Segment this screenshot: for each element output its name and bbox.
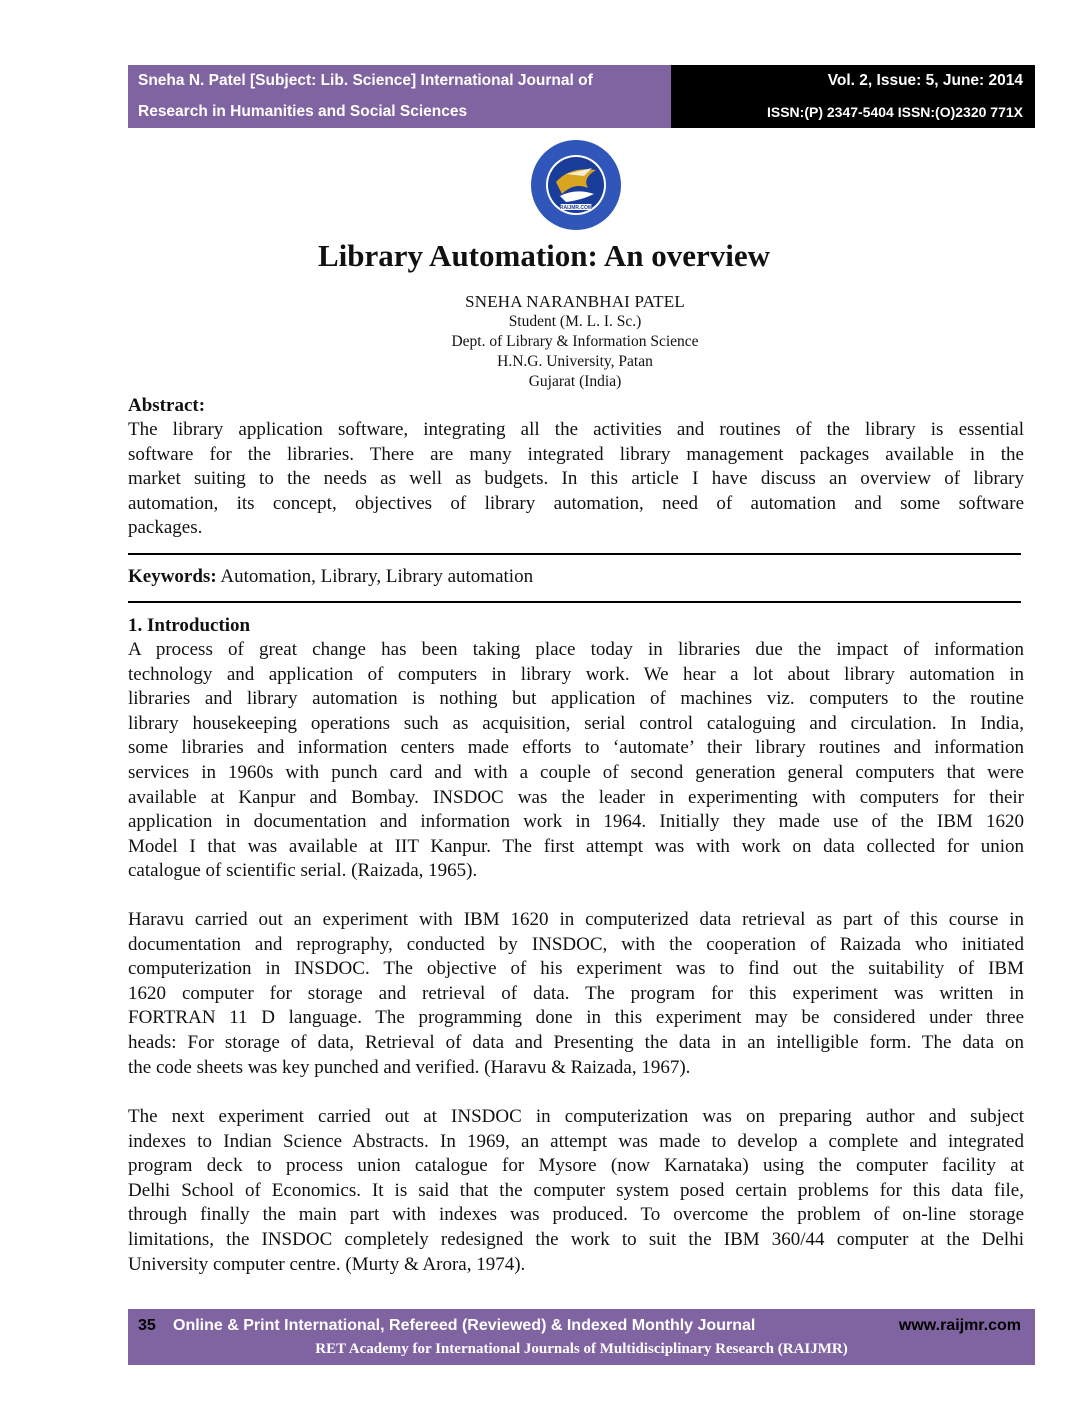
paragraph-line: the code sheets was key punched and verified. (Haravu & Raizada, 1967).	[128, 1056, 691, 1078]
paragraph-line: technology and application of computers in library work. We hear a lot about library automation in	[128, 663, 1024, 685]
paragraph-line: Haravu carried out an experiment with IBM 1620 in computerized data retrieval as part of this course in	[128, 909, 1024, 930]
abstract-line: market suiting to the needs as well as budgets. In this article I have discuss an overview of library	[128, 468, 1024, 490]
keywords-label: Keywords:	[128, 566, 217, 587]
paragraph-line: libraries and library automation is nothing but application of machines viz. computers to the routine	[128, 688, 1024, 710]
page-number: 35	[138, 1317, 156, 1334]
header-issn: ISSN:(P) 2347-5404 ISSN:(O)2320 771X	[766, 104, 1023, 120]
intro-paragraph-2	[128, 908, 1024, 1080]
keywords	[128, 566, 533, 588]
author-name: SNEHA NARANBHAI PATEL	[465, 292, 685, 311]
introduction-heading: 1. Introduction	[128, 615, 251, 636]
raijmr-seal-icon	[522, 138, 630, 232]
footer-publisher: RET Academy for International Journals of Multidisciplinary Research (RAIJMR)	[315, 1341, 848, 1357]
author-university: H.N.G. University, Patan	[497, 353, 653, 370]
abstract-line: software for the libraries. There are many integrated library management packages available in the	[128, 443, 1024, 465]
author-department: Dept. of Library & Information Science	[451, 333, 699, 350]
footer-url-link[interactable]: www.raijmr.com	[898, 1317, 1021, 1334]
paragraph-line: application in documentation and information work in 1964. Initially they made use of the IBM 1620	[128, 811, 1024, 833]
keywords-value: Automation, Library, Library automation	[220, 566, 534, 587]
abstract-line: packages.	[128, 517, 203, 539]
paragraph-line: 1620 computer for storage and retrieval of data. The program for this experiment was written in	[128, 982, 1024, 1004]
paragraph-line: program deck to process union catalogue for Mysore (now Karnataka) using the computer facility at	[128, 1155, 1024, 1177]
paragraph-line: library housekeeping operations such as acquisition, serial control cataloguing and circulation. In India,	[128, 712, 1024, 734]
journal-header	[128, 65, 1035, 128]
intro-paragraph-1	[128, 638, 1024, 884]
divider-top	[128, 553, 1021, 555]
paragraph-line: indexes to Indian Science Abstracts. In 1969, an attempt was made to develop a complete and integrated	[128, 1130, 1024, 1152]
paragraph-line: A process of great change has been taking place today in libraries due the impact of information	[128, 639, 1024, 660]
author-role: Student (M. L. I. Sc.)	[508, 313, 642, 330]
paragraph-line: available at Kanpur and Bombay. INSDOC was the leader in experimenting with computers for their	[128, 786, 1024, 808]
header-author-subject: Sneha N. Patel [Subject: Lib. Science] International Journal of	[138, 72, 593, 89]
paper-title: Library Automation: An overview	[317, 238, 771, 273]
paragraph-line: services in 1960s with punch card and with a couple of second generation general computers that were	[128, 761, 1024, 783]
paragraph-line: Delhi School of Economics. It is said that the computer system posed certain problems for this data file,	[128, 1179, 1024, 1201]
footer-tagline: Online & Print International, Refereed (Reviewed) & Indexed Monthly Journal	[173, 1317, 756, 1334]
paragraph-line: University computer centre. (Murty & Arora, 1974).	[128, 1253, 526, 1275]
author-location: Gujarat (India)	[528, 373, 622, 390]
paragraph-line: through finally the main part with indexes was produced. To overcome the problem of on-line storage	[128, 1204, 1024, 1226]
header-left-band	[128, 65, 671, 128]
paragraph-line: catalogue of scientific serial. (Raizada, 1965).	[128, 860, 478, 882]
paragraph-line: documentation and reprography, conducted by INSDOC, with the cooperation of Raizada who initiated	[128, 933, 1024, 955]
svg-text:RAIJMR.COM: RAIJMR.COM	[559, 205, 593, 211]
abstract-heading: Abstract:	[128, 395, 206, 416]
header-journal-name: Research in Humanities and Social Sciences	[138, 103, 468, 120]
paragraph-line: computerization in INSDOC. The objective of his experiment was to find out the suitability of IBM	[128, 958, 1024, 980]
paragraph-line: The next experiment carried out at INSDOC in computerization was on preparing author and subject	[128, 1106, 1024, 1127]
header-right-band	[671, 65, 1035, 128]
paragraph-line: heads: For storage of data, Retrieval of data and Presenting the data in an intelligible form. The data on	[128, 1031, 1024, 1053]
abstract-line: automation, its concept, objectives of library automation, need of automation and some software	[128, 492, 1024, 514]
abstract-line: The library application software, integrating all the activities and routines of the library is essential	[128, 419, 1024, 440]
divider-bottom	[128, 601, 1021, 603]
raijmr-logo	[522, 138, 630, 232]
paragraph-line: limitations, the INSDOC completely redesigned the work to suit the IBM 360/44 computer at the Delhi	[128, 1228, 1024, 1250]
paragraph-line: FORTRAN 11 D language. The programming done in this experiment may be considered under three	[128, 1007, 1024, 1029]
paragraph-line: Model I that was available at IIT Kanpur. The first attempt was with work on data collected for union	[128, 835, 1024, 857]
journal-footer	[128, 1309, 1035, 1365]
header-volume-issue: Vol. 2, Issue: 5, June: 2014	[827, 72, 1023, 89]
intro-paragraph-3	[128, 1105, 1024, 1277]
abstract-body	[128, 418, 1024, 541]
paragraph-line: some libraries and information centers made efforts to ‘automate’ their library routines and information	[128, 737, 1024, 759]
